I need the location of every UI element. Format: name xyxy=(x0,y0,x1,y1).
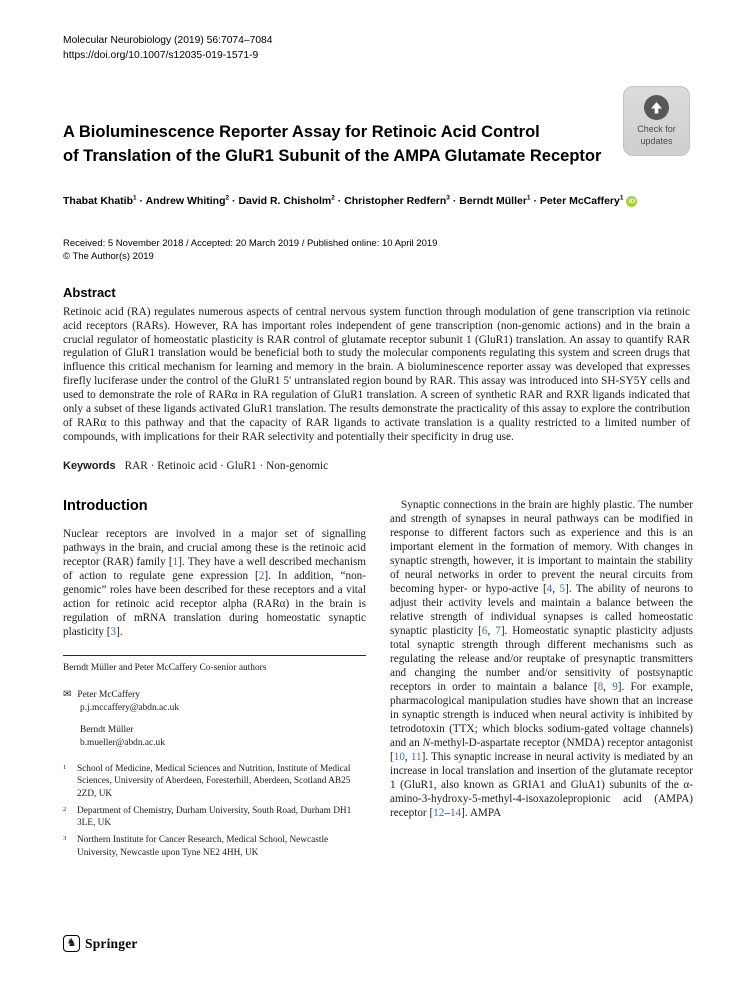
abstract-text: Retinoic acid (RA) regulates numerous aspects of central nervous system function through modulation of gene transcription via retinoic acid receptors (RARs). However, RA has important roles independent of gene transcription (non-genomic actions) and in the brain a crucial regulator of homeostatic plasticity is RAR control of glutamate receptor subunit 1 (GluR1) translation. An assay to quantify RAR regulation of GluR1 translation would be beneficial both to study the molecular components regulating this system and screen drugs that influence this critical mechanism for learning and memory in the brain. A bioluminescence reporter assay was developed that expresses firefly luciferase under the control of the GluR1 5′ untranslated region bound by RAR. This assay was introduced into SH-SY5Y cells and used to demonstrate the role of RARα in RA regulation of GluR1 translation. A screen of synthetic RAR and RXR ligands indicated that only a subset of these ligands activated GluR1 translation. The results demonstrate the practicality of this assay to explore the contribution of RARα to this pathway and that the capacity of RAR ligands to activate translation is a quality restricted to a limited number of compounds, with implications for their RAR selectivity and potentially their specificity in drug use. xyxy=(63,305,690,443)
corresponding-author xyxy=(63,688,366,702)
authors-line xyxy=(63,195,690,208)
article-history-line: Received: 5 November 2018 / Accepted: 20 March 2019 / Published online: 10 April 2019 xyxy=(63,238,438,250)
footnote-divider xyxy=(63,655,366,656)
author-names: Thabat Khatib$^1$ · Andrew Whiting$^2$ · David R. Chisholm$^2$ · Christopher Redfern$^3$ · Berndt Müller$^1$ · Peter McCaffery$^1$ xyxy=(63,194,624,208)
affiliation-text: Department of Chemistry, Durham University, South Road, Durham DH1 3LE, UK xyxy=(77,805,352,829)
journal-header xyxy=(63,34,690,64)
introduction-heading: Introduction xyxy=(63,497,148,514)
content-columns xyxy=(63,497,694,859)
correspondence-block xyxy=(63,688,366,751)
check-for-updates-badge[interactable] xyxy=(623,86,690,156)
affiliation-text: School of Medicine, Medical Sciences and Nutrition, Institute of Medical Sciences, University of Aberdeen, Foresterhill, Aberdeen, Scotland AB25 2ZD, UK xyxy=(77,764,351,799)
right-column xyxy=(390,498,693,859)
article-title xyxy=(63,120,683,169)
introduction-paragraph: Nuclear receptors are involved in a major set of signalling pathways in the brain, and crucial among these is the retinoic acid receptor (RAR) family [1]. They have a well described mechanism of action to regulate gene expression [2]. In addition, “non-genomic” roles have been described for these receptors and a vital action for retinoic acid receptor alpha (RARα) in the brain is regulation of mRNA translation during homeostatic synaptic plasticity [3]. xyxy=(63,527,367,638)
citation-link[interactable]: 12 xyxy=(433,806,445,819)
corresponding-author-email[interactable]: p.j.mccaffery@abdn.ac.uk xyxy=(80,702,180,713)
publisher-footer xyxy=(63,935,138,952)
check-for-updates-label-line2: updates xyxy=(640,135,673,146)
co-senior-authors-note: Berndt Müller and Peter McCaffery Co-senior authors xyxy=(63,662,267,673)
corresponding-author-name: Peter McCaffery xyxy=(77,689,140,700)
citation-link[interactable]: 10 xyxy=(393,750,405,763)
introduction-continued-paragraph: Synaptic connections in the brain are highly plastic. The number and strength of synapses in neural pathways can be modified in response to different factors such as experience and this is an important element in the formation of memory. With changes in synaptic strength, however, it is important to maintain the stability of neural networks in order to prevent the neural circuits from becoming hyper- or hypo-active [4, 5]. The ability of neurons to adjust their activity levels and maintain a balance between the relative strength of individual synapses is called homeostatic synaptic plasticity [6, 7]. Homeostatic synaptic plasticity adjusts total synaptic strength through different mechanisms such as regulating the release and/or reuptake of presynaptic transmitters and changing the number and/or sensitivity of postsynaptic receptors in order to maintain a balance [8, 9]. For example, pharmacological manipulation studies have shown that an increase in synaptic strength is induced when neural activity is inhibited by tetrodotoxin (TTX; which blocks sodium-gated voltage channels) and an N-methyl-D-aspartate receptor (NMDA) receptor antagonist [10, 11]. This synaptic increase in neural activity is mediated by an increase in local translation and insertion of the glutamate receptor 1 (GluR1, also known as GRIA1 and GluA1) subunits of the α-amino-3-hydroxy-5-methyl-4-isoxazolepropionic acid (AMPA) receptor [12–14]. AMPA xyxy=(390,498,694,819)
citation-link[interactable]: 3 xyxy=(110,625,117,638)
affiliation-item xyxy=(63,834,366,859)
citation-link[interactable]: 7 xyxy=(495,624,501,637)
orcid-icon[interactable]: iD xyxy=(626,196,637,207)
footnote-block xyxy=(63,655,366,859)
envelope-icon: ✉ xyxy=(63,688,72,700)
springer-wordmark: Springer xyxy=(85,935,138,951)
copyright-line: © The Author(s) 2019 xyxy=(63,251,154,263)
affiliation-number: 1 xyxy=(63,764,67,772)
citation-link[interactable]: 2 xyxy=(258,569,265,582)
affiliation-number: 2 xyxy=(63,805,67,813)
left-column xyxy=(63,498,366,859)
affiliation-item xyxy=(63,763,366,800)
affiliations-list xyxy=(63,763,366,859)
crossmark-arrow-icon xyxy=(643,94,670,121)
citation-link[interactable]: 5 xyxy=(559,582,566,595)
affiliation-number: 3 xyxy=(63,835,67,843)
keywords-label: Keywords xyxy=(63,459,116,472)
second-author-email[interactable]: b.mueller@abdn.ac.uk xyxy=(80,737,165,748)
affiliation-text: Northern Institute for Cancer Research, Medical School, Newcastle University, Newcastle upon Tyne NE2 4HH, UK xyxy=(77,835,329,858)
citation-link[interactable]: 8 xyxy=(597,680,604,693)
citation-link[interactable]: 4 xyxy=(546,582,553,595)
keywords-line xyxy=(63,460,690,472)
abstract-heading: Abstract xyxy=(63,284,116,300)
doi-link[interactable]: https://doi.org/10.1007/s12035-019-1571-9 xyxy=(63,49,259,61)
citation-link[interactable]: 14 xyxy=(449,806,462,819)
second-author-name: Berndt Müller xyxy=(80,724,134,735)
check-for-updates-label-line1: Check for xyxy=(637,124,676,134)
citation-link[interactable]: 11 xyxy=(410,750,422,763)
citation-link[interactable]: 6 xyxy=(481,624,488,637)
keywords-values: RAR · Retinoic acid · GluR1 · Non-genomic xyxy=(124,459,329,472)
article-title-line1: A Bioluminescence Reporter Assay for Retinoic Acid Control xyxy=(63,122,540,141)
journal-citation: Molecular Neurobiology (2019) 56:7074–7084 xyxy=(63,35,273,46)
citation-link[interactable]: 9 xyxy=(612,680,618,693)
citation-link[interactable]: 1 xyxy=(172,555,179,568)
article-title-line2: of Translation of the GluR1 Subunit of the AMPA Glutamate Receptor xyxy=(63,147,602,166)
affiliation-item xyxy=(63,805,366,830)
springer-horse-icon: ♞ xyxy=(63,935,80,952)
